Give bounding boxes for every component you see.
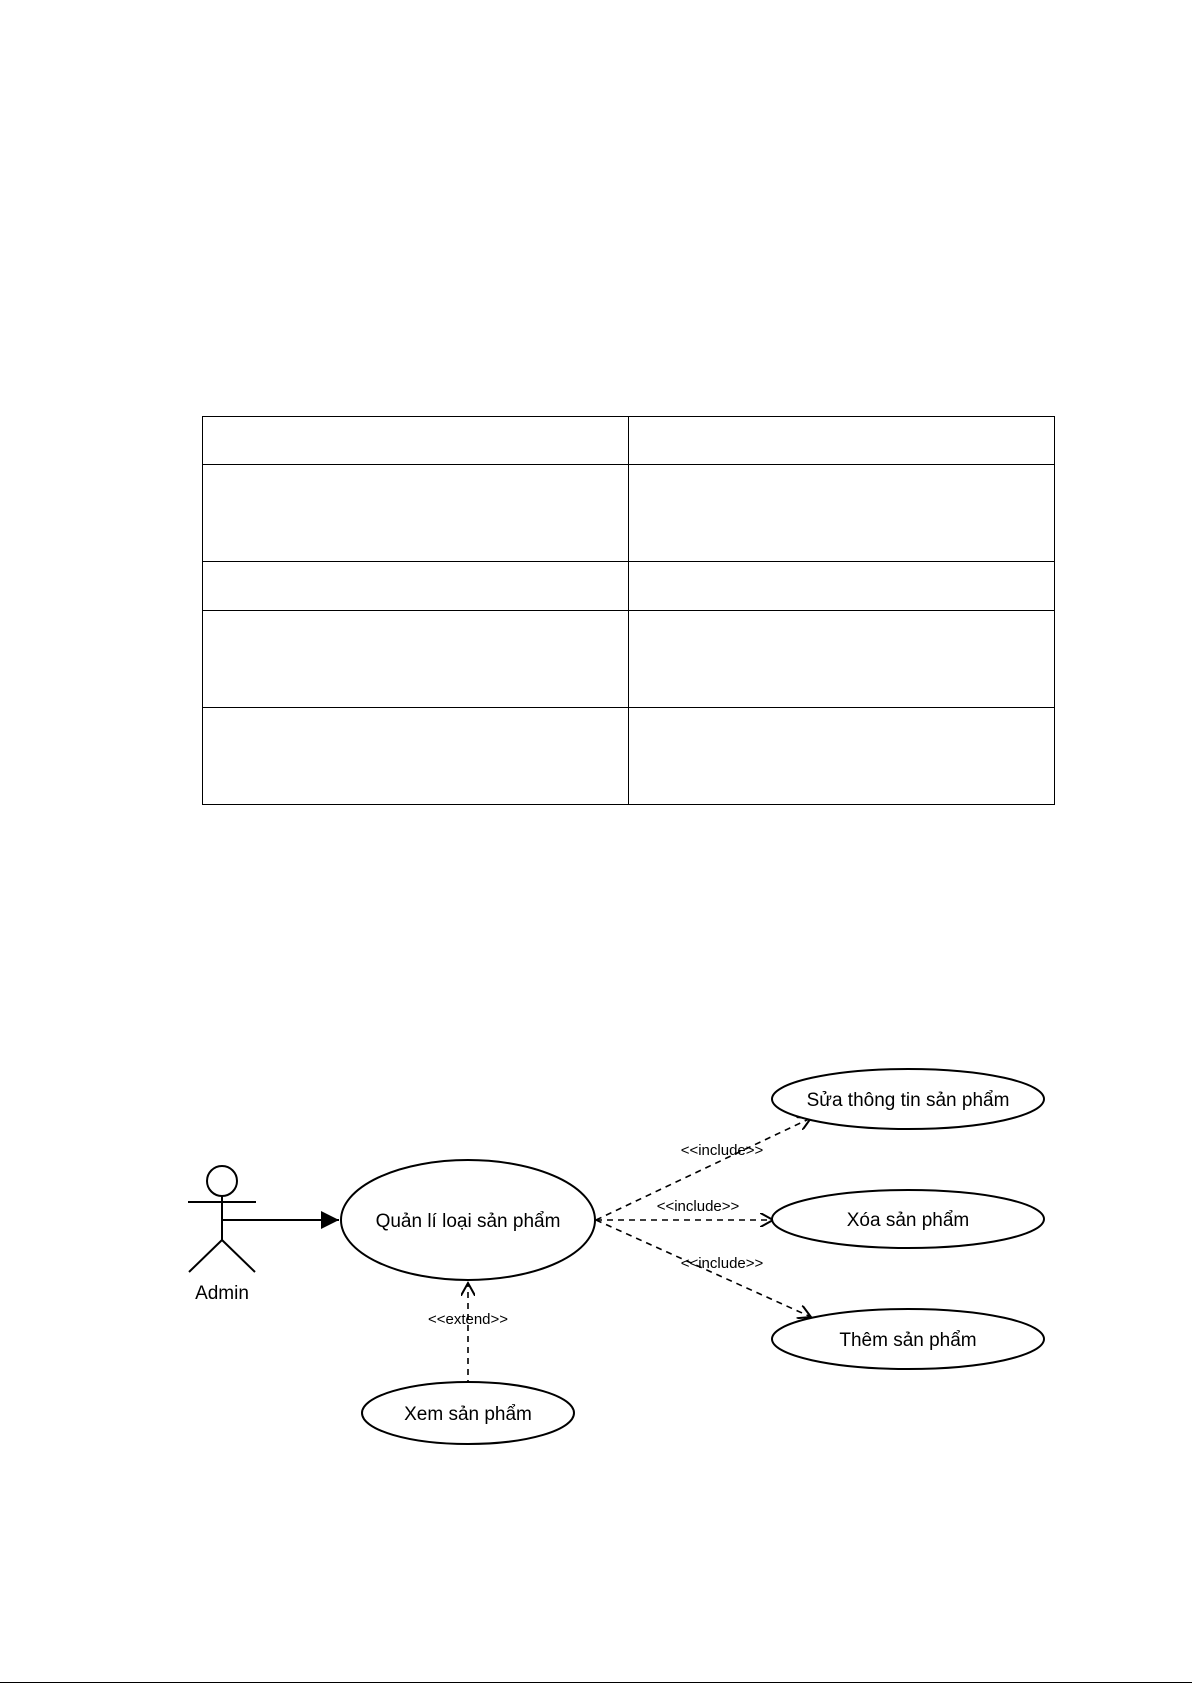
include-edit-label: <<include>> xyxy=(680,1142,764,1159)
use-case-main xyxy=(341,1160,595,1280)
footer-rule xyxy=(0,1682,1192,1683)
include-add-label: <<include>> xyxy=(680,1255,764,1272)
use-case-main-label: Quản lí loại sản phẩm xyxy=(375,1211,561,1232)
use-case-delete xyxy=(772,1190,1044,1248)
extend-view-label: <<extend>> xyxy=(427,1311,509,1328)
actor-admin xyxy=(188,1166,256,1304)
use-case-delete-label: Xóa sản phẩm xyxy=(846,1210,970,1231)
include-delete-label: <<include>> xyxy=(656,1198,740,1215)
use-case-view xyxy=(362,1382,574,1444)
use-case-edit xyxy=(772,1069,1044,1129)
use-case-add xyxy=(772,1309,1044,1369)
use-case-edit-label: Sửa thông tin sản phẩm xyxy=(806,1090,1010,1111)
use-case-view-label: Xem sản phẩm xyxy=(404,1404,532,1425)
actor-label: Admin xyxy=(195,1283,249,1304)
use-case-add-label: Thêm sản phẩm xyxy=(839,1330,977,1351)
